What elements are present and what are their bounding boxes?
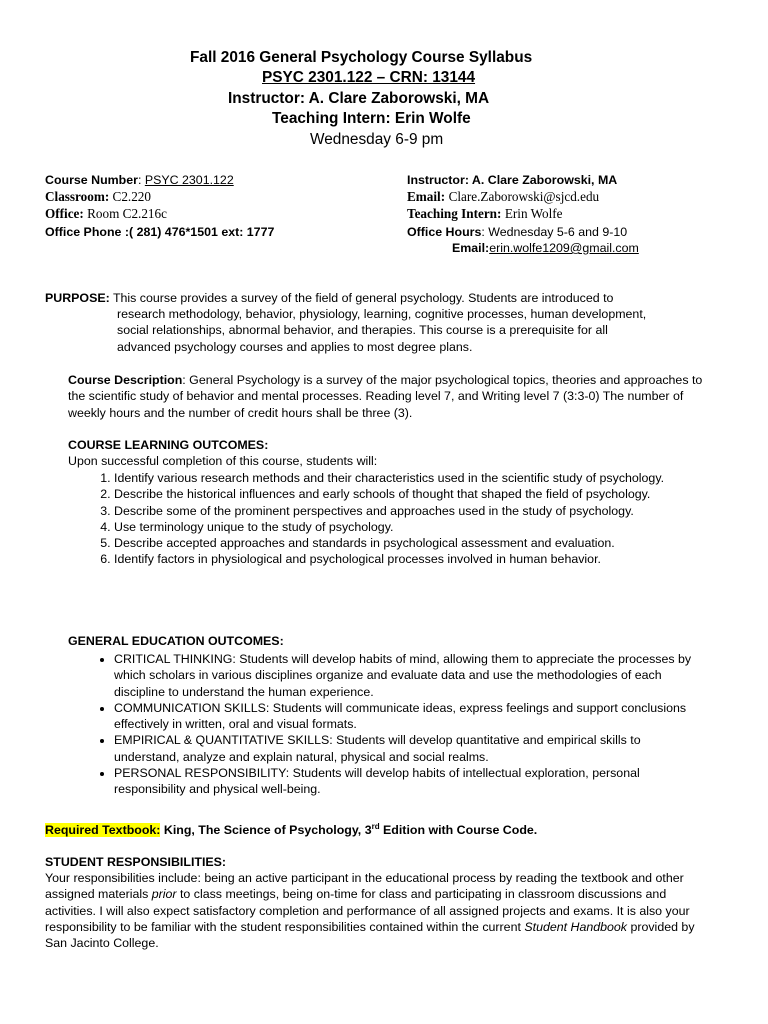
list-item: 5. Describe accepted approaches and standards in psychological assessment and evaluation. bbox=[114, 535, 684, 551]
email-row bbox=[407, 189, 599, 205]
student-resp-text-b: to class meetings, being on-time for class and participating in classroom discussions and activities. I will also expect satisfactory completion and performance of all assigned projects and exams. It is also your responsibility to be familiar with the student responsibilities contained within the current bbox=[45, 887, 690, 934]
textbook-text-b: Edition with Course Code. bbox=[379, 823, 538, 837]
student-resp-heading: STUDENT RESPONSIBILITIES: bbox=[45, 855, 227, 869]
email-label: Email: bbox=[407, 189, 446, 204]
list-item: 4. Use terminology unique to the study of psychology. bbox=[114, 519, 684, 535]
list-item: • PERSONAL RESPONSIBILITY: Students will develop habits of intellectual exploration, personal responsibility and physical well-being. bbox=[114, 765, 709, 798]
office-value: Room C2.216c bbox=[87, 206, 167, 221]
office-hours-row bbox=[407, 224, 627, 240]
student-resp-text-a: Your responsibilities include: being an active participant in the educational process by reading the textbook and other assigned materials bbox=[45, 871, 684, 902]
student-resp-prior: prior bbox=[151, 887, 177, 902]
intern-email-label: Email: bbox=[452, 241, 490, 255]
classroom-value: C2.220 bbox=[112, 189, 151, 204]
course-number-value: PSYC 2301.122 bbox=[144, 173, 234, 187]
classroom-label: Classroom: bbox=[45, 189, 110, 204]
title-instructor: Instructor: A. Clare Zaborowski, MA bbox=[228, 90, 490, 107]
title-course-crn: PSYC 2301.122 – CRN: 13144 bbox=[262, 69, 476, 86]
student-resp-text bbox=[45, 870, 713, 951]
list-item: • EMPIRICAL & QUANTITATIVE SKILLS: Students will develop quantitative and empirical skills to understand, analyze and explain natural, physical and social realms. bbox=[114, 732, 709, 765]
instructor-label: Instructor: A. Clare Zaborowski, MA bbox=[407, 173, 618, 187]
purpose-text-1: This course provides a survey of the field of general psychology. Students are introduced to bbox=[112, 291, 614, 305]
list-item: 6. Identify factors in physiological and psychological processes involved in human behavior. bbox=[114, 551, 684, 567]
office-phone-label: Office Phone : bbox=[45, 225, 129, 239]
list-item: 3. Describe some of the prominent perspectives and approaches used in the study of psychology. bbox=[114, 503, 684, 519]
classroom-row bbox=[45, 189, 151, 205]
course-description bbox=[68, 372, 718, 421]
office-hours-label: Office Hours bbox=[407, 225, 482, 239]
title-intern: Teaching Intern: Erin Wolfe bbox=[272, 110, 471, 127]
gen-ed-heading: GENERAL EDUCATION OUTCOMES: bbox=[68, 634, 284, 648]
intern-value: Erin Wolfe bbox=[504, 206, 563, 221]
intern-email-row bbox=[452, 240, 639, 256]
purpose-line-3: social relationships, abnormal behavior, and therapies. This course is a prerequisite for all bbox=[117, 323, 608, 337]
textbook-text-a: King, The Science of Psychology, 3 bbox=[160, 823, 372, 837]
gen-ed-list bbox=[114, 651, 709, 798]
office-label: Office: bbox=[45, 206, 84, 221]
list-item: • COMMUNICATION SKILLS: Students will communicate ideas, express feelings and support conclusions effectively in written, oral and visual formats. bbox=[114, 700, 709, 733]
title-schedule: Wednesday 6-9 pm bbox=[310, 131, 444, 148]
intern-row bbox=[407, 206, 563, 222]
list-item: • CRITICAL THINKING: Students will develop habits of mind, allowing them to appreciate the processes by which scholars in various disciplines organize and evaluate data and use the methodologies of each discipline to understand the human experience. bbox=[114, 651, 709, 700]
textbook-label: Required Textbook: bbox=[45, 823, 161, 837]
student-resp-text-c: provided by San Jacinto College. bbox=[45, 919, 695, 951]
course-number-row: Course Number: PSYC 2301.122 bbox=[45, 172, 260, 188]
email-value[interactable]: Clare.Zaborowski@sjcd.edu bbox=[448, 189, 600, 204]
course-description-label: Course Description bbox=[68, 373, 183, 387]
intern-email-value[interactable]: erin.wolfe1209@gmail.com bbox=[489, 241, 639, 255]
textbook-row bbox=[45, 822, 537, 838]
purpose-line-2: research methodology, behavior, physiology, learning, cognitive processes, human development, bbox=[117, 307, 647, 321]
course-number-label: Course Number bbox=[45, 173, 138, 187]
office-phone-value: ( 281) 476*1501 ext: 1777 bbox=[129, 225, 275, 239]
list-item: 1. Identify various research methods and their characteristics used in the scientific study of psychology. bbox=[114, 470, 684, 486]
textbook-sup: rd bbox=[371, 822, 380, 831]
intern-label: Teaching Intern: bbox=[407, 206, 502, 221]
purpose-label: PURPOSE: bbox=[45, 291, 110, 305]
title-line-1: Fall 2016 General Psychology Course Syllabus bbox=[190, 49, 533, 66]
office-hours-value: : Wednesday 5-6 and 9-10 bbox=[481, 225, 628, 239]
course-description-text: : General Psychology is a survey of the major psychological topics, theories and approaches to the scientific study of behavior and mental processes. Reading level 7, and Writing level 7 (3:3-0) The number of weekly hours and the number of credit hours shall be three (3). bbox=[68, 373, 703, 420]
learning-outcomes-intro: Upon successful completion of this course, students will: bbox=[68, 454, 378, 468]
learning-outcomes-list bbox=[114, 470, 684, 568]
student-resp-handbook: Student Handbook bbox=[524, 919, 628, 934]
office-phone-row bbox=[45, 224, 274, 240]
purpose-line-1 bbox=[45, 290, 613, 306]
office-row bbox=[45, 206, 167, 222]
list-item: 2. Describe the historical influences and early schools of thought that shaped the field of psychology. bbox=[114, 486, 684, 502]
learning-outcomes-heading: COURSE LEARNING OUTCOMES: bbox=[68, 438, 269, 452]
purpose-line-4: advanced psychology courses and applies to most degree plans. bbox=[117, 340, 473, 354]
